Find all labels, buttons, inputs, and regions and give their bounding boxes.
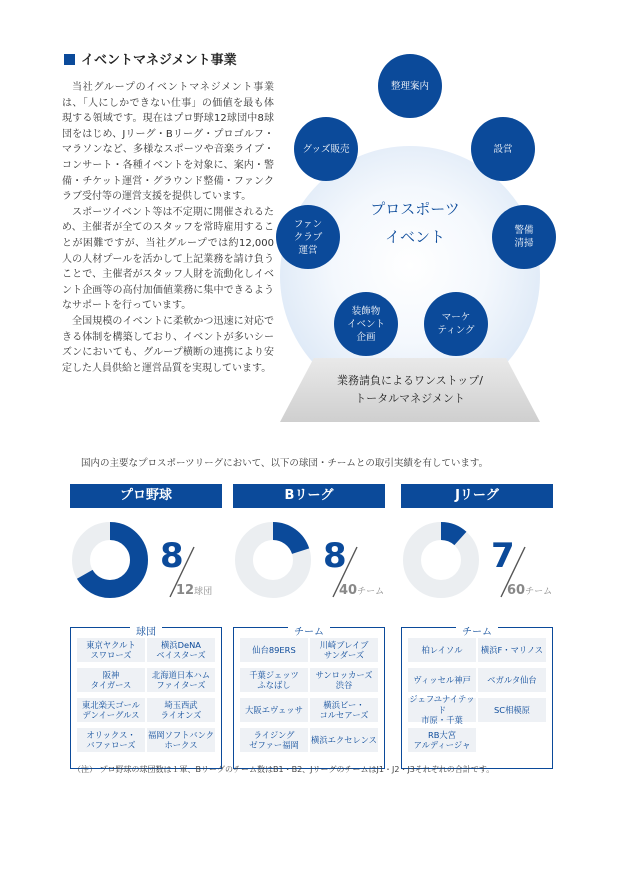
league-header: プロ野球 (70, 484, 222, 508)
body-text (62, 80, 274, 376)
count-number: 8 (160, 536, 184, 576)
total-count (339, 583, 384, 598)
total-number: 40 (339, 583, 358, 598)
total-number: 60 (507, 583, 526, 598)
team-cell: 東京ヤクルト スワローズ (77, 638, 145, 662)
team-cell: ベガルタ仙台 (478, 668, 546, 692)
team-cell: 川崎ブレイブ サンダーズ (310, 638, 378, 662)
team-cell: 千葉ジェッツ ふなばし (240, 668, 308, 692)
share-donut (403, 522, 479, 598)
team-cell: 柏レイソル (408, 638, 476, 662)
league-b-league (233, 484, 385, 750)
league-j-league (401, 484, 553, 750)
total-unit: 球団 (194, 587, 213, 597)
team-box-label-text: チーム (288, 627, 330, 638)
team-cell: サンロッカーズ 渋谷 (310, 668, 378, 692)
intro-text: 国内の主要なプロスポーツリーグにおいて、以下の球団・チームとの取引実績を有しています。 (81, 458, 489, 469)
total-number: 12 (176, 583, 195, 598)
service-decoration-planning: 装飾物 イベント 企画 (334, 292, 398, 356)
share-donut-svg (235, 522, 311, 598)
team-box-label (234, 620, 384, 639)
team-box (401, 627, 553, 769)
total-unit: チーム (357, 587, 385, 597)
team-cell: RB大宮 アルディージャ (408, 728, 476, 752)
section-marker (64, 54, 75, 65)
section-title (64, 49, 237, 68)
service-goods-sales: グッズ販売 (294, 117, 358, 181)
team-cell: ヴィッセル神戸 (408, 668, 476, 692)
service-guidance: 整理案内 (378, 54, 442, 118)
league-header: Bリーグ (233, 484, 385, 508)
team-cell: 東北楽天ゴール デンイーグルス (77, 698, 145, 722)
footnote: （注） プロ野球の球団数は１軍、Bリーグのチーム数はB1・B2、JリーグのチームはJ1・J2・J3それぞれの合計です。 (73, 765, 495, 774)
count-number: 8 (323, 536, 347, 576)
center-label-line2: イベント (384, 228, 445, 246)
team-box-label-text: 球団 (130, 627, 162, 638)
paragraph-3: 全国規模のイベントに柔軟かつ迅速に対応できる体制を構築しており、イベントが多いシーズンにおいても、グループ横断の連携により安定した人員供給と運営品質を実現しています。 (62, 315, 274, 374)
service-diagram (280, 60, 550, 430)
team-box (233, 627, 385, 769)
share-donut (72, 522, 148, 598)
share-donut (235, 522, 311, 598)
team-cell: 北海道日本ハム ファイターズ (147, 668, 215, 692)
total-unit: チーム (525, 587, 553, 597)
team-cell: ジェフユナイテッド 市原・千葉 (409, 694, 475, 726)
team-cell: SC相模原 (478, 698, 546, 722)
team-cell: 横浜F・マリノス (478, 638, 546, 662)
team-box-label (71, 620, 221, 639)
team-cell: 横浜DeNA ベイスターズ (147, 638, 215, 662)
league-header: Jリーグ (401, 484, 553, 508)
team-cell: 大阪エヴェッサ (240, 698, 308, 722)
share-donut-svg (403, 522, 479, 598)
total-count (176, 583, 212, 598)
team-box (70, 627, 222, 769)
team-cell: 埼玉西武 ライオンズ (147, 698, 215, 722)
team-cell: オリックス・ バファローズ (77, 728, 145, 752)
service-setup: 設営 (471, 117, 535, 181)
service-fanclub: ファン クラブ 運営 (276, 205, 340, 269)
service-marketing: マーケ ティング (424, 292, 488, 356)
center-label-line1: プロスポーツ (370, 200, 460, 218)
paragraph-2: スポーツイベント等は不定期に開催されるため、主催者が全てのスタッフを常時雇用することが困難ですが、当社グループでは約12,000人の人材プールを活かして上記業務を請け負うことで、主催者がスタッフ人財を流動化しイベント企画等の高付加価値業務に集中できるようなサポートを行っています。 (62, 206, 274, 312)
team-cell: ライジング ゼファー福岡 (240, 728, 308, 752)
base-text: 業務請負によるワンストップ/ トータルマネジメント (336, 374, 484, 405)
paragraph-1: 当社グループのイベントマネジメント事業は、「人にしかできない仕事」の価値を最も体現する領域です。現在はプロ野球12球団中8球団をはじめ、Jリーグ・Bリーグ・プロゴルフ・マラソンなど、多様なスポーツや音楽ライブ・コンサート・各種イベントを対象に、案内・警備・チケット運営・グラウンド整備・ファンクラブ受付等の運営支援を提供しています。 (62, 82, 274, 203)
team-cell: 仙台89ERS (240, 638, 308, 662)
league-pro-baseball (70, 484, 222, 750)
service-security-cleaning: 警備 清掃 (492, 205, 556, 269)
team-cell: 阪神 タイガース (77, 668, 145, 692)
team-box-label (402, 620, 552, 639)
team-cell: 福岡ソフトバンク ホークス (147, 729, 215, 750)
share-donut-svg (72, 522, 148, 598)
count-number: 7 (491, 536, 515, 576)
team-cell: 横浜エクセレンス (310, 728, 378, 752)
team-cell: 横浜ビー・ コルセアーズ (310, 698, 378, 722)
total-count (507, 583, 552, 598)
section-title-text: イベントマネジメント事業 (81, 53, 237, 68)
team-box-label-text: チーム (456, 627, 498, 638)
